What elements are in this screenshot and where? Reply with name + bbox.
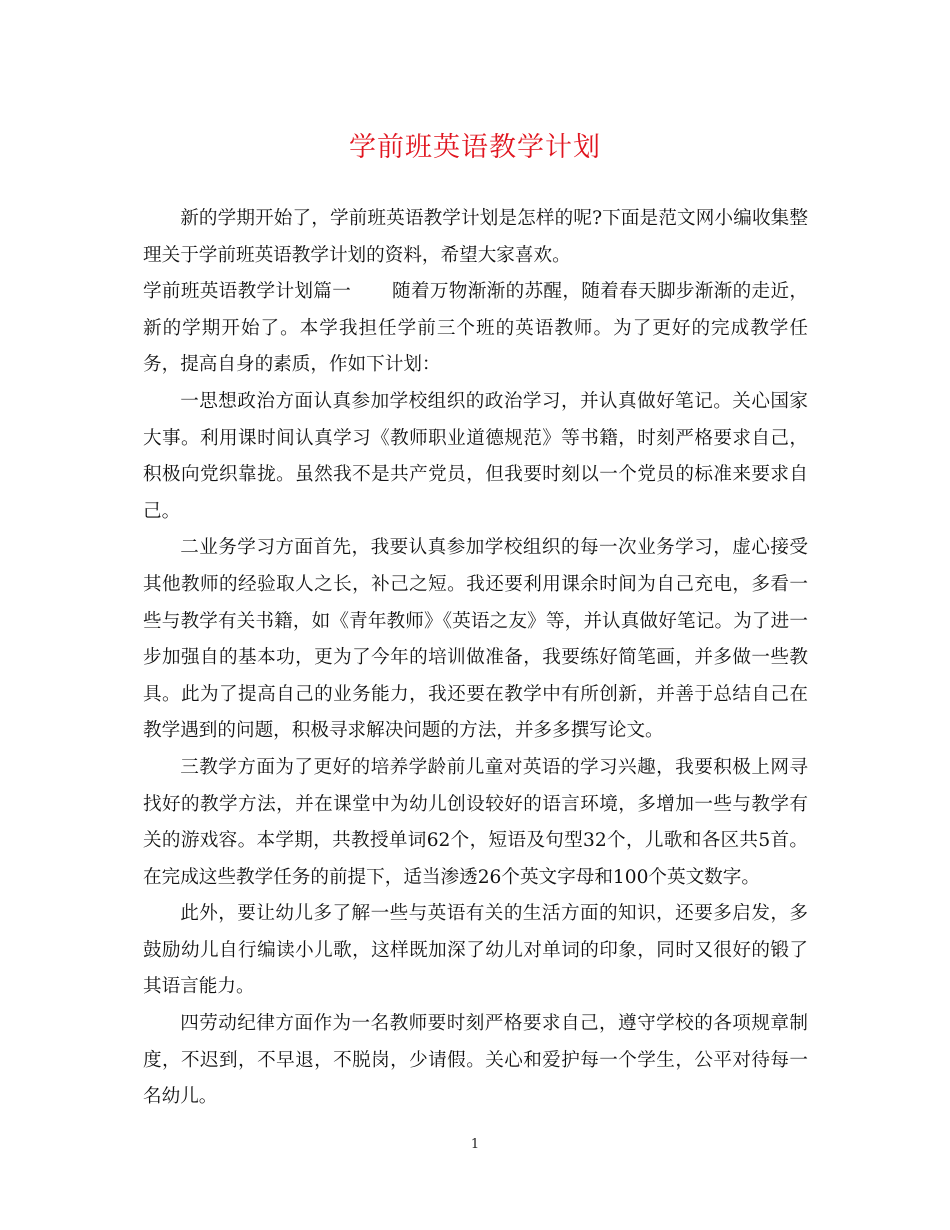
paragraph-politics: 一思想政治方面认真参加学校组织的政治学习，并认真做好笔记。关心国家大事。利用课时间认真学习《教师职业道德规范》等书籍，时刻严格要求自己，积极向党织靠拢。虽然我不是共产党员，但我要时刻以一个党员的标准来要求自己。 [143, 390, 808, 522]
section-intro: 随着万物渐渐的苏醒，随着春天脚步渐渐的走近，新的学期开始了。本学我担任学前三个班的英语教师。为了更好的完成教学任务，提高自身的素质，作如下计划： [143, 281, 808, 376]
paragraph-discipline: 四劳动纪律方面作为一名教师要时刻严格要求自己，遵守学校的各项规章制度，不迟到，不早退，不脱岗，少请假。关心和爱护每一个学生，公平对待每一名幼儿。 [143, 1013, 808, 1108]
paragraph-professional-study: 二业务学习方面首先，我要认真参加学校组织的每一次业务学习，虚心接受其他教师的经验取人之长，补己之短。我还要利用课余时间为自己充电，多看一些与教学有关书籍，如《青年教师》《英语之友》等，并认真做好笔记。为了进一步加强自的基本功，更为了今年的培训做准备，我要练好简笔画，并多做一些教具。此为了提高自己的业务能力，我还要在教学中有所创新，并善于总结自己在教学遇到的问题，积极寻求解决问题的方法，并多多撰写论文。 [143, 537, 808, 742]
page-number: 1 [470, 1137, 480, 1152]
paragraph-additional: 此外，要让幼儿多了解一些与英语有关的生活方面的知识，还要多启发，多鼓励幼儿自行编读小儿歌，这样既加深了幼儿对单词的印象，同时又很好的锻了其语言能力。 [143, 903, 808, 998]
paragraph-teaching: 三教学方面为了更好的培养学龄前儿童对英语的学习兴趣，我要积极上网寻找好的教学方法，并在课堂中为幼儿创设较好的语言环境，多增加一些与教学有关的游戏容。本学期，共教授单词62个，短语及句型32个，儿歌和各区共5首。在完成这些教学任务的前提下，适当渗透26个英文字母和100个英文数字。 [143, 756, 808, 888]
section-paragraph [143, 274, 808, 384]
document-title: 学前班英语教学计划 [349, 132, 601, 163]
section-heading: 学前班英语教学计划篇一 [143, 281, 352, 303]
document-body [143, 201, 808, 1116]
intro-paragraph: 新的学期开始了，学前班英语教学计划是怎样的呢?下面是范文网小编收集整理关于学前班英语教学计划的资料，希望大家喜欢。 [143, 208, 808, 266]
